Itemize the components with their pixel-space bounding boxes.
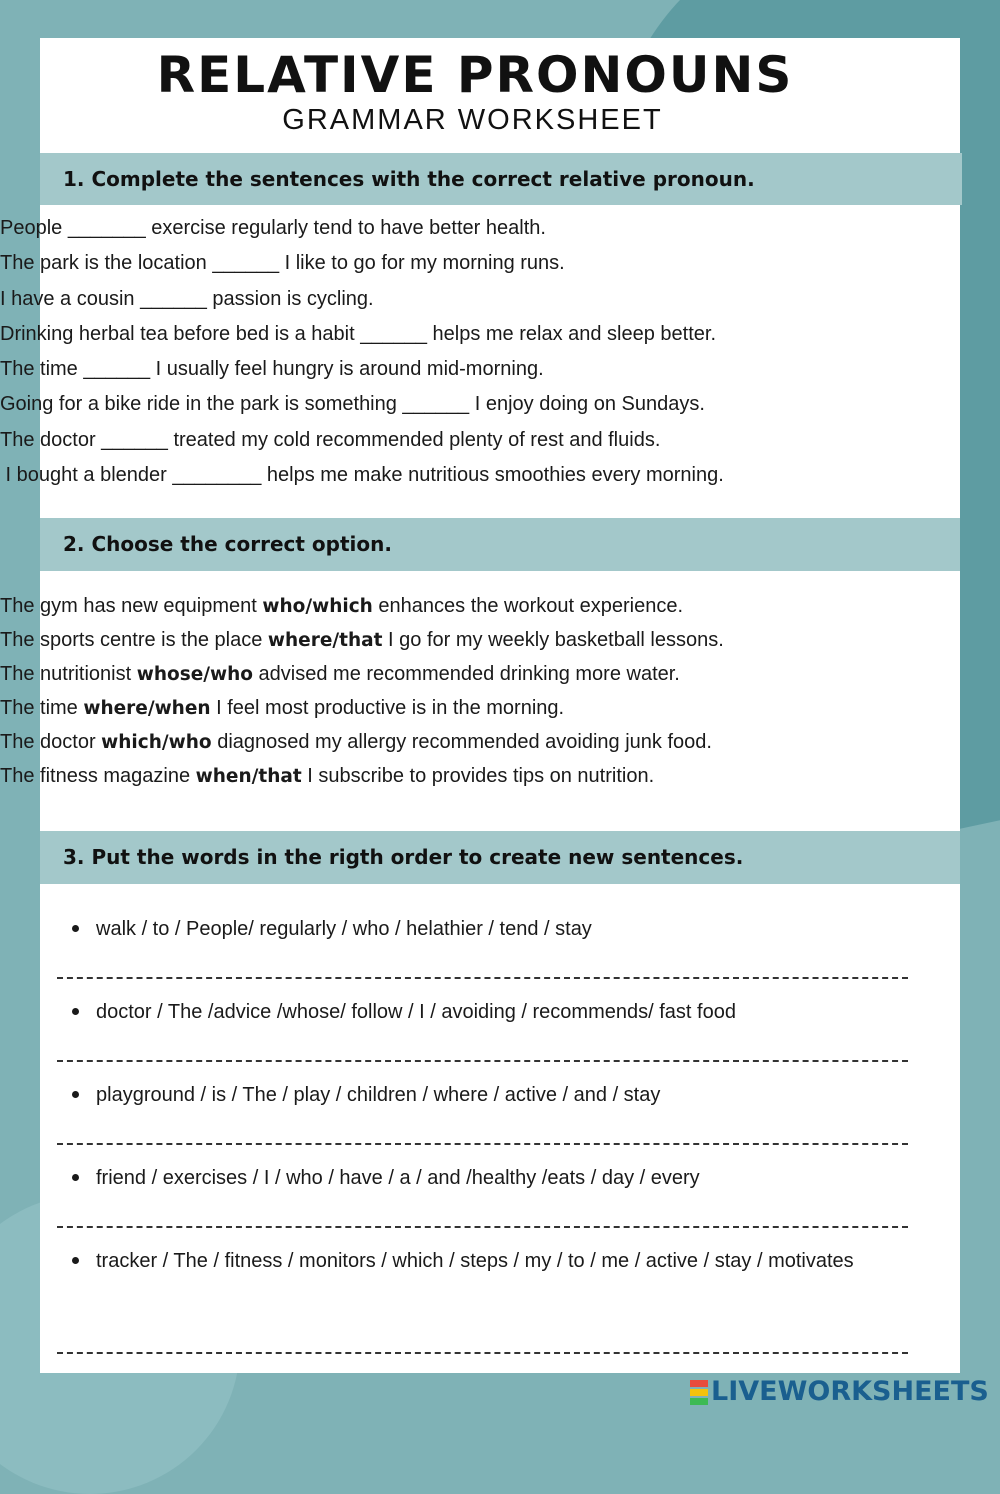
list-item [0, 249, 724, 284]
sentence-text: The fitness magazine [0, 765, 196, 787]
page-title: RELATIVE PRONOUNS [156, 46, 794, 104]
logo-text: LIVEWORKSHEETS [711, 1376, 989, 1407]
option-choice[interactable]: which/who [101, 732, 212, 753]
list-item [0, 426, 724, 461]
answer-line[interactable] [57, 1224, 908, 1228]
sentence-text: advised me recommended drinking more water. [253, 663, 680, 685]
sentence-text: diagnosed my allergy recommended avoiding junk food. [211, 731, 712, 753]
option-choice[interactable]: where/that [267, 630, 383, 651]
sentence-text: The doctor ______ treated my cold recommended plenty of rest and fluids. [0, 428, 661, 451]
section-1-heading: 1. Complete the sentences with the correct relative pronoun. [40, 153, 962, 205]
list-item [0, 461, 724, 496]
list-item [0, 285, 724, 320]
list-item [0, 728, 724, 762]
option-choice[interactable]: when/that [195, 766, 302, 787]
sentence-text: Drinking herbal tea before bed is a habit ______ helps me relax and sleep better. [0, 322, 717, 345]
sentence-text: I subscribe to provides tips on nutrition. [301, 765, 655, 787]
logo-mark-icon [690, 1379, 708, 1406]
list-item [0, 626, 724, 660]
sentence-text: enhances the workout experience. [372, 595, 684, 617]
bullet-icon [72, 1257, 79, 1264]
section-3-heading: 3. Put the words in the rigth order to create new sentences. [40, 831, 960, 884]
sentence-text: The nutritionist [0, 663, 137, 685]
option-choice[interactable]: who/which [262, 596, 373, 617]
list-item [0, 214, 724, 249]
list-item [0, 390, 724, 425]
sentence-text: I have a cousin ______ passion is cycling. [0, 287, 374, 310]
list-item [0, 592, 724, 626]
sentence-text: The gym has new equipment [0, 595, 263, 617]
list-item: tracker / The / fitness / monitors / which / steps / my / to / me / active / stay / motivates [96, 1250, 854, 1272]
answer-line[interactable] [57, 1058, 908, 1062]
liveworksheets-logo [690, 1372, 989, 1412]
list-item: friend / exercises / I / who / have / a / and /healthy /eats / day / every [96, 1167, 700, 1189]
list-item: walk / to / People/ regularly / who / helathier / tend / stay [96, 918, 592, 940]
answer-line[interactable] [57, 1141, 908, 1145]
list-item [0, 762, 724, 796]
sentence-text: I feel most productive is in the morning. [210, 697, 565, 719]
sentence-text: The time ______ I usually feel hungry is around mid-morning. [0, 358, 544, 381]
option-choice[interactable]: whose/who [136, 664, 253, 685]
sentence-text: The time [0, 697, 84, 719]
section-2-list [0, 592, 724, 796]
list-item [0, 320, 724, 355]
bullet-icon [72, 1008, 79, 1015]
bullet-icon [72, 925, 79, 932]
answer-line[interactable] [57, 1350, 908, 1354]
bullet-icon [72, 1091, 79, 1098]
section-1-list [0, 214, 724, 496]
sentence-text: I bought a blender ________ helps me make nutritious smoothies every morning. [0, 464, 724, 487]
sentence-text: The doctor [0, 731, 102, 753]
bullet-icon [72, 1174, 79, 1181]
sentence-text: Going for a bike ride in the park is something ______ I enjoy doing on Sundays. [0, 393, 705, 416]
list-item: playground / is / The / play / children / where / active / and / stay [96, 1084, 661, 1106]
list-item [0, 355, 724, 390]
sentence-text: I go for my weekly basketball lessons. [382, 629, 724, 651]
list-item [0, 694, 724, 728]
sentence-text: The sports centre is the place [0, 629, 268, 651]
answer-line[interactable] [57, 975, 908, 979]
page-subtitle: GRAMMAR WORKSHEET [282, 104, 663, 136]
section-2-heading: 2. Choose the correct option. [40, 518, 960, 571]
sentence-text: People _______ exercise regularly tend to have better health. [0, 217, 546, 239]
list-item: doctor / The /advice /whose/ follow / I / avoiding / recommends/ fast food [96, 1001, 736, 1023]
list-item [0, 660, 724, 694]
option-choice[interactable]: where/when [83, 698, 211, 719]
sentence-text: The park is the location ______ I like to go for my morning runs. [0, 252, 565, 275]
